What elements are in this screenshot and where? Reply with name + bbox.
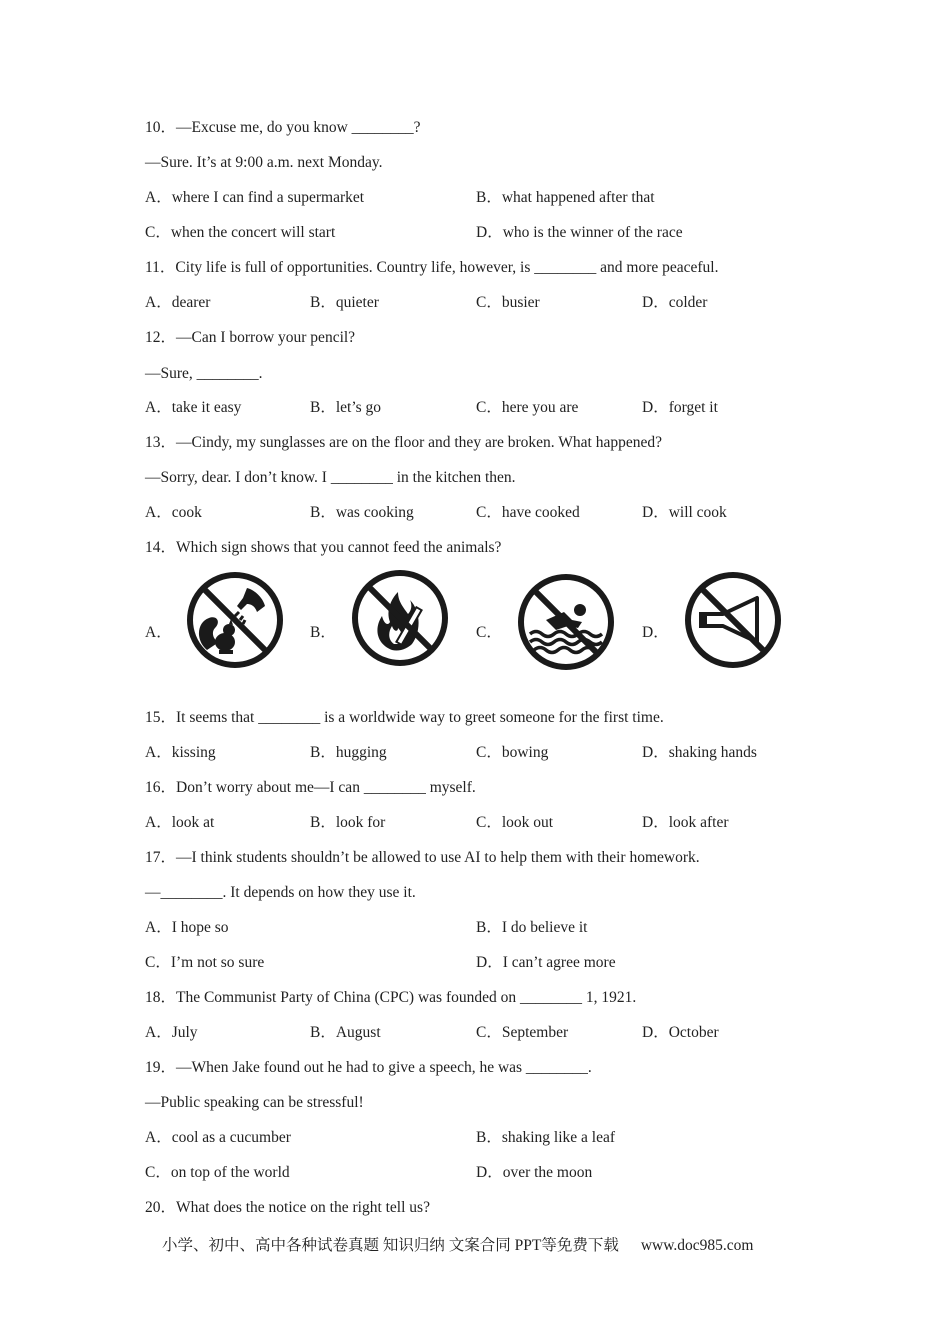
question-14-option-d: D． bbox=[642, 624, 669, 641]
question-16-option-a: A．look at bbox=[145, 814, 215, 831]
question-17-option-c: C．I’m not so sure bbox=[145, 954, 265, 971]
question-19-option-a: A．cool as a cucumber bbox=[145, 1129, 291, 1146]
no-open-flame-sign-icon bbox=[350, 568, 450, 668]
question-15-option-d: D．shaking hands bbox=[642, 744, 757, 761]
footer-text: 小学、初中、高中各种试卷真题 知识归纳 文案合同 PPT等免费下载 bbox=[162, 1237, 619, 1254]
no-feeding-animals-sign-icon bbox=[185, 570, 285, 670]
question-11-stem: 11．City life is full of opportunities. Country life, however, is ________ and more peaceful. bbox=[145, 259, 719, 276]
question-15-stem: 15．It seems that ________ is a worldwide way to greet someone for the first time. bbox=[145, 709, 664, 726]
question-17-option-b: B．I do believe it bbox=[476, 919, 588, 936]
question-19-stem: 19．—When Jake found out he had to give a speech, he was ________. bbox=[145, 1059, 592, 1076]
question-10-option-b: B．what happened after that bbox=[476, 189, 655, 206]
question-18-option-a: A．July bbox=[145, 1024, 198, 1041]
footer-url[interactable]: www.doc985.com bbox=[640, 1237, 754, 1254]
question-19-option-b: B．shaking like a leaf bbox=[476, 1129, 616, 1146]
question-14-stem: 14．Which sign shows that you cannot feed the animals? bbox=[145, 539, 502, 556]
question-14-option-b: B． bbox=[310, 624, 336, 641]
question-12-option-c: C．here you are bbox=[476, 399, 579, 416]
question-16-option-c: C．look out bbox=[476, 814, 554, 831]
question-15-option-b: B．hugging bbox=[310, 744, 387, 761]
question-18-option-d: D．October bbox=[642, 1024, 719, 1041]
no-swimming-sign-icon bbox=[516, 572, 616, 672]
question-11-option-a: A．dearer bbox=[145, 294, 211, 311]
question-18-option-b: B．August bbox=[310, 1024, 381, 1041]
no-honking-sign-icon bbox=[683, 570, 783, 670]
question-17-option-d: D．I can’t agree more bbox=[476, 954, 616, 971]
question-12-option-b: B．let’s go bbox=[310, 399, 382, 416]
question-13-option-d: D．will cook bbox=[642, 504, 727, 521]
question-20-stem: 20．What does the notice on the right tell us? bbox=[145, 1199, 430, 1216]
question-13-reply: —Sorry, dear. I don’t know. I ________ in the kitchen then. bbox=[145, 469, 516, 486]
question-15-option-a: A．kissing bbox=[145, 744, 216, 761]
question-12-option-a: A．take it easy bbox=[145, 399, 242, 416]
question-13-option-c: C．have cooked bbox=[476, 504, 580, 521]
question-10-reply: —Sure. It’s at 9:00 a.m. next Monday. bbox=[145, 154, 383, 171]
question-14-option-c: C． bbox=[476, 624, 502, 641]
question-17-option-a: A．I hope so bbox=[145, 919, 229, 936]
question-13-stem: 13．—Cindy, my sunglasses are on the floor and they are broken. What happened? bbox=[145, 434, 662, 451]
question-16-option-d: D．look after bbox=[642, 814, 729, 831]
question-18-option-c: C．September bbox=[476, 1024, 569, 1041]
question-18-stem: 18．The Communist Party of China (CPC) was founded on ________ 1, 1921. bbox=[145, 989, 637, 1006]
question-15-option-c: C．bowing bbox=[476, 744, 549, 761]
question-16-option-b: B．look for bbox=[310, 814, 386, 831]
question-12-option-d: D．forget it bbox=[642, 399, 718, 416]
question-13-option-a: A．cook bbox=[145, 504, 202, 521]
question-10-option-c: C．when the concert will start bbox=[145, 224, 336, 241]
question-13-option-b: B．was cooking bbox=[310, 504, 414, 521]
question-14-option-a: A． bbox=[145, 624, 172, 641]
question-16-stem: 16．Don’t worry about me—I can ________ myself. bbox=[145, 779, 476, 796]
question-19-option-c: C．on top of the world bbox=[145, 1164, 290, 1181]
question-12-reply: —Sure, ________. bbox=[145, 365, 263, 382]
page-footer bbox=[162, 1236, 753, 1256]
question-10-stem: 10．—Excuse me, do you know ________? bbox=[145, 119, 421, 136]
question-17-stem: 17．—I think students shouldn’t be allowed to use AI to help them with their homework. bbox=[145, 849, 700, 866]
question-11-option-c: C．busier bbox=[476, 294, 540, 311]
question-17-reply: —________. It depends on how they use it. bbox=[145, 884, 416, 901]
question-10-option-d: D．who is the winner of the race bbox=[476, 224, 683, 241]
question-11-option-d: D．colder bbox=[642, 294, 708, 311]
question-19-reply: —Public speaking can be stressful! bbox=[145, 1094, 364, 1111]
question-11-option-b: B．quieter bbox=[310, 294, 379, 311]
question-19-option-d: D．over the moon bbox=[476, 1164, 593, 1181]
question-12-stem: 12．—Can I borrow your pencil? bbox=[145, 329, 356, 346]
question-10-option-a: A．where I can find a supermarket bbox=[145, 189, 365, 206]
